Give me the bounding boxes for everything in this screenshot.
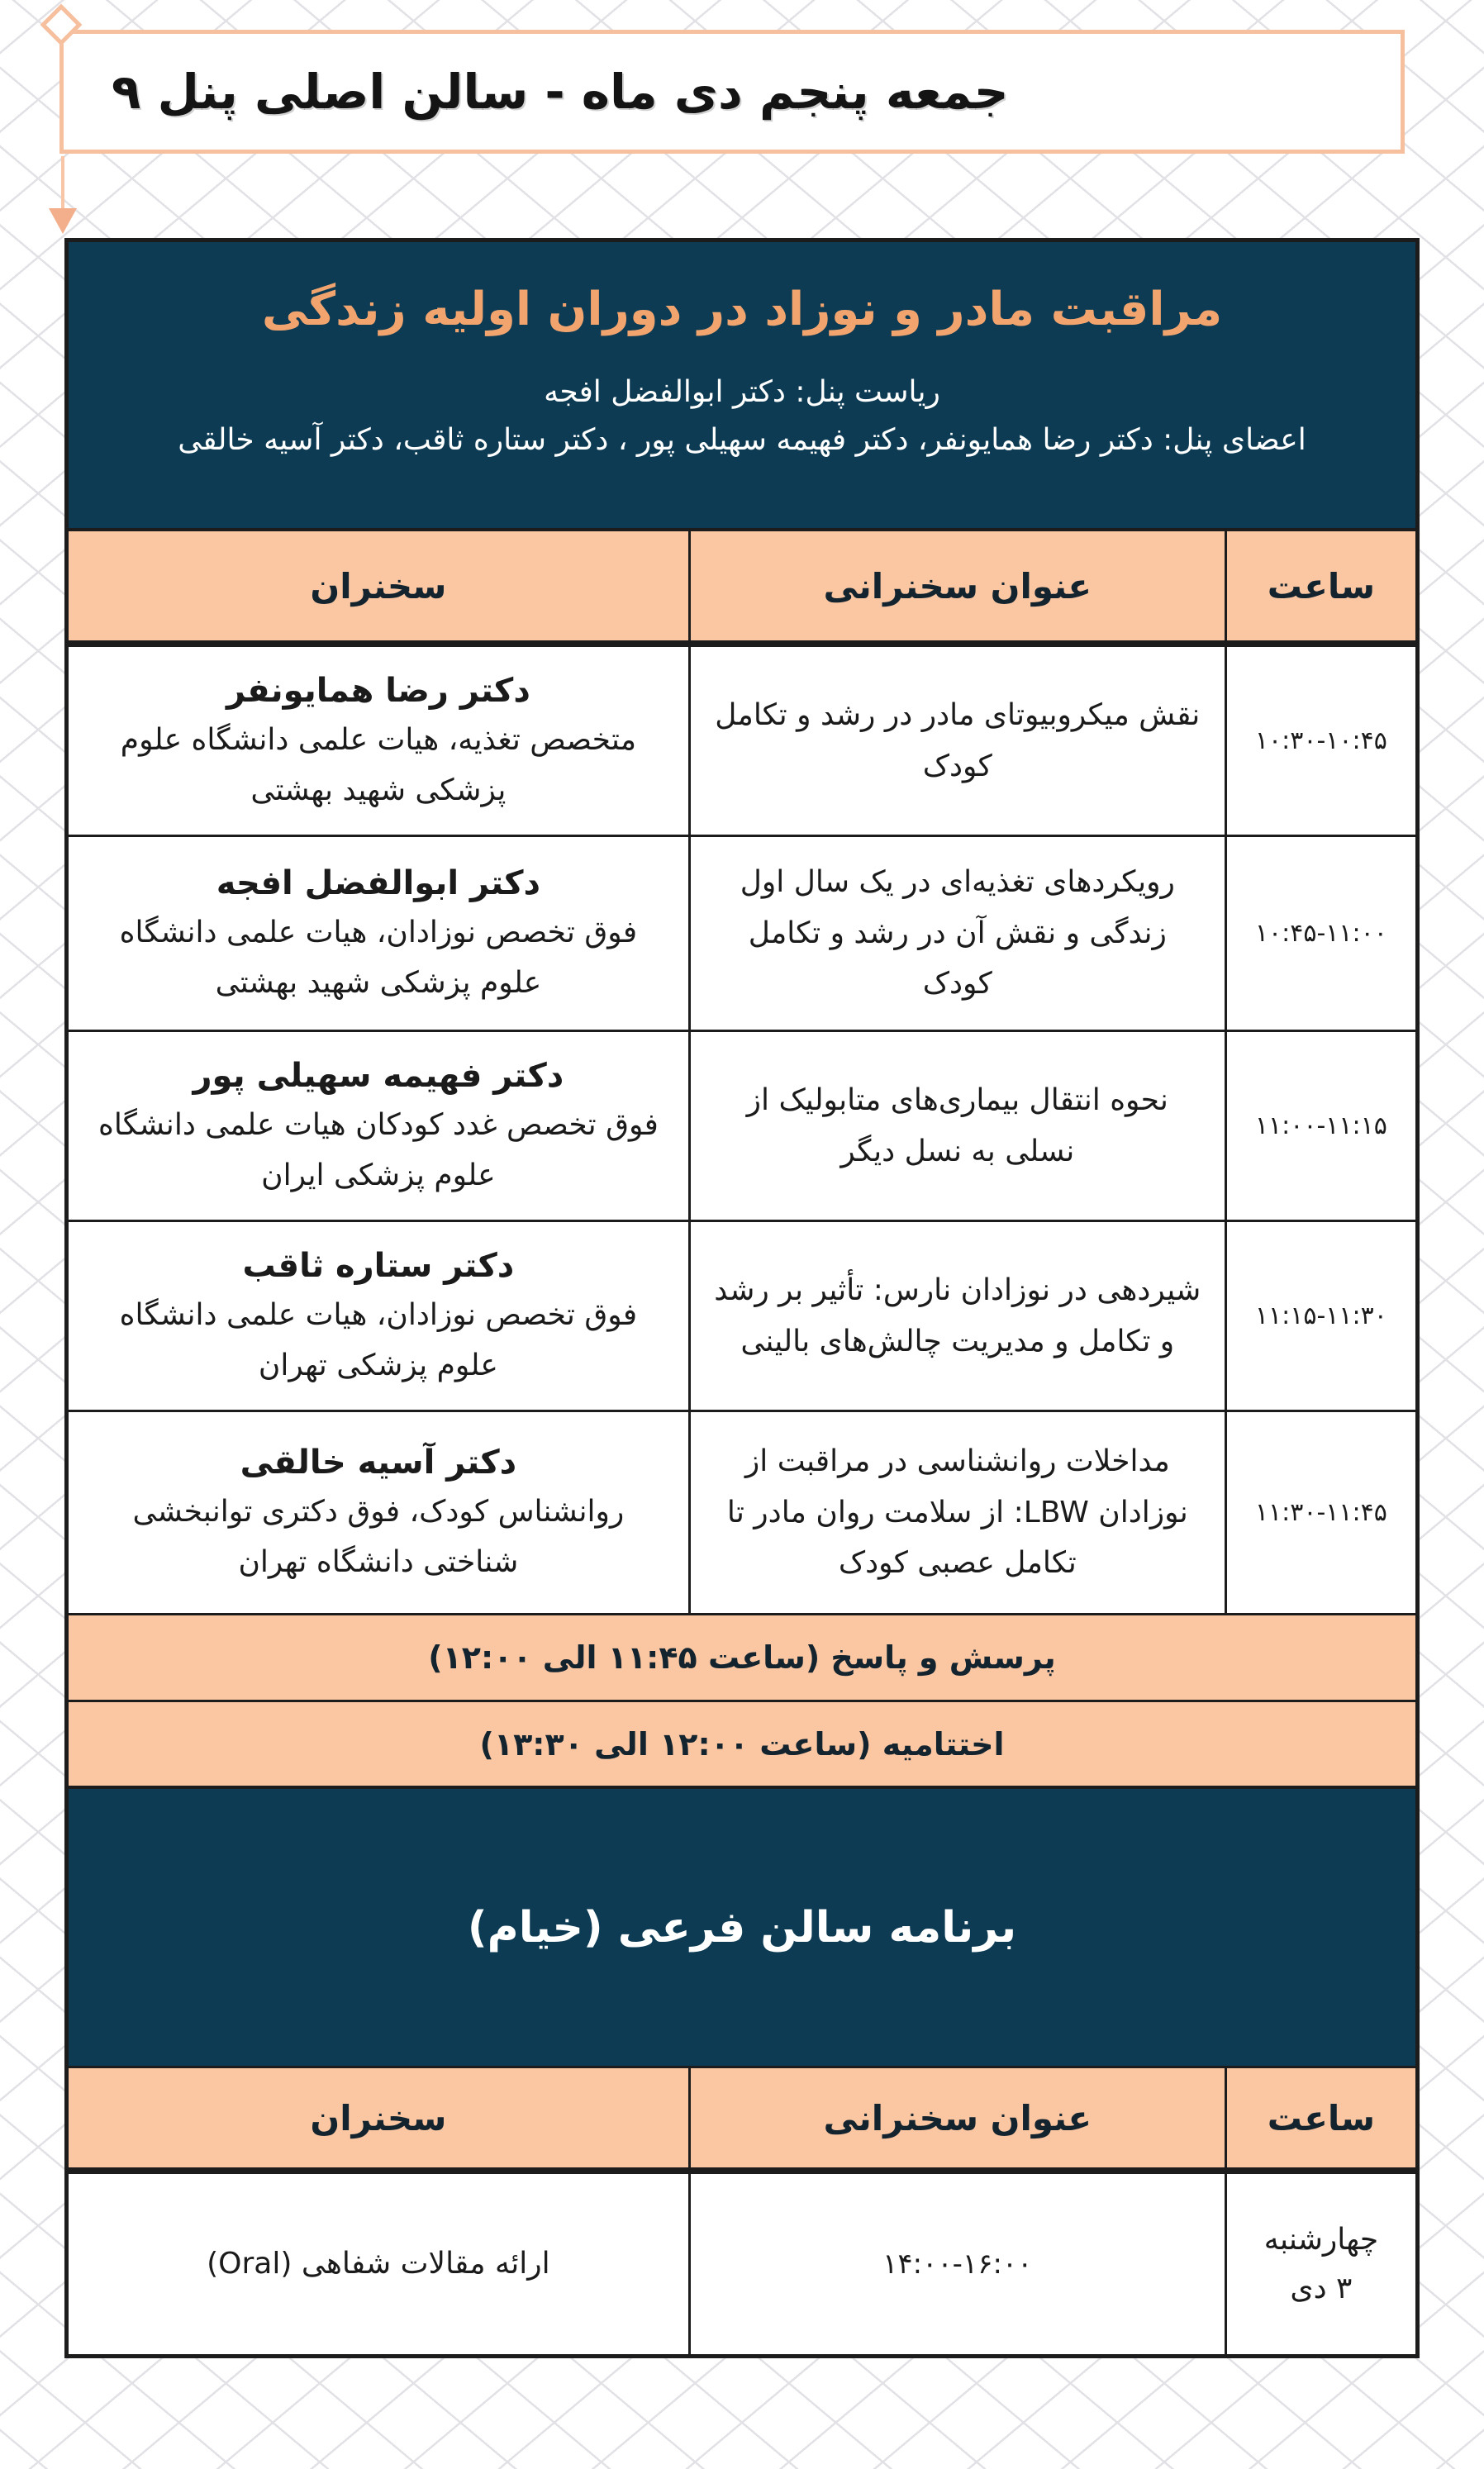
column-header-time: ساعت xyxy=(1267,2097,1376,2138)
table-row xyxy=(69,1412,1415,1615)
time-cell xyxy=(1227,1412,1415,1613)
main-table-header-row xyxy=(69,531,1415,647)
time-range: ۱۱:۰۰-۱۱:۱۵ xyxy=(1254,1111,1387,1140)
column-header-talk-title: عنوان سخنرانی xyxy=(688,2068,1227,2167)
talk-title-cell xyxy=(688,1032,1227,1220)
speaker-cell xyxy=(69,1412,688,1613)
speaker-name: دکتر ابوالفضل افجه xyxy=(216,864,541,903)
time-range: ۱۱:۳۰-۱۱:۴۵ xyxy=(1254,1498,1387,1527)
speaker-name: دکتر ستاره ثاقب xyxy=(242,1247,515,1286)
date-tab xyxy=(59,30,1405,154)
qa-row: پرسش و پاسخ (ساعت ۱۱:۴۵ الی ۱۲:۰۰) xyxy=(69,1615,1415,1702)
speaker-affiliation: متخصص تغذیه، هیات علمی دانشگاه علوم پزشکی شهید بهشتی xyxy=(120,723,637,807)
panel-chair: ریاست پنل: دکتر ابوالفضل افجه xyxy=(544,374,940,409)
speaker-cell xyxy=(69,837,688,1030)
speaker-name: دکتر فهیمه سهیلی پور xyxy=(193,1057,564,1096)
connector-line xyxy=(61,156,64,209)
time-range: ۱۰:۴۵-۱۱:۰۰ xyxy=(1254,919,1387,948)
speaker-affiliation: فوق تخصص نوزادان، هیات علمی دانشگاه علوم پزشکی شهید بهشتی xyxy=(119,916,638,1000)
column-header-talk-title: عنوان سخنرانی xyxy=(688,531,1227,640)
talk-title-cell xyxy=(688,2174,1227,2354)
down-arrow-icon xyxy=(49,208,77,234)
talk-title-cell xyxy=(688,1412,1227,1613)
date-tab-label: جمعه پنجم دی ماه - سالن اصلی پنل ۹ xyxy=(112,64,1009,120)
speaker-affiliation: روانشناس کودک، فوق دکتری توانبخشی شناختی دانشگاه تهران xyxy=(132,1495,625,1579)
speaker-name: دکتر آسیه خالقی xyxy=(240,1444,517,1482)
time-cell xyxy=(1227,647,1415,835)
time-cell xyxy=(1227,837,1415,1030)
time-range: ۱۴:۰۰-۱۶:۰۰ xyxy=(882,2247,1033,2281)
panel-header-block xyxy=(69,242,1415,531)
time-cell xyxy=(1227,2174,1415,2354)
talk-title: شیردهی در نوزادان نارس: تأثیر بر رشد و تکامل و مدیریت چالش‌های بالینی xyxy=(714,1273,1201,1358)
panel-members: اعضای پنل: دکتر رضا همایونفر، دکتر فهیمه سهیلی پور ، دکتر ستاره ثاقب، دکتر آسیه خالقی xyxy=(178,423,1306,458)
time-cell xyxy=(1227,1222,1415,1410)
talk-title-cell xyxy=(688,1222,1227,1410)
speaker-cell xyxy=(69,1032,688,1220)
speaker-affiliation: فوق تخصص غدد کودکان هیات علمی دانشگاه علوم پزشکی ایران xyxy=(98,1108,659,1192)
table-row xyxy=(69,2174,1415,2354)
oral-presentations-label: ارائه مقالات شفاهی (Oral) xyxy=(207,2247,550,2281)
talk-title: نحوه انتقال بیماری‌های متابولیک از نسلی به نسل دیگر xyxy=(746,1082,1168,1168)
table-row xyxy=(69,1222,1415,1412)
talk-title-cell xyxy=(688,647,1227,835)
speaker-cell xyxy=(69,2174,688,2354)
talk-title: رویکردهای تغذیه‌ای در یک سال اول زندگی و نقش آن در رشد و تکامل کودک xyxy=(740,864,1175,1001)
column-header-speaker: سخنران xyxy=(310,565,447,607)
table-row xyxy=(69,1032,1415,1222)
secondary-hall-block xyxy=(69,1789,1415,2068)
talk-title-cell xyxy=(688,837,1227,1030)
program-sheet xyxy=(64,238,1420,2358)
column-header-time: ساعت xyxy=(1267,565,1376,607)
secondary-table-header-row xyxy=(69,2068,1415,2174)
time-range: ۱۰:۳۰-۱۰:۴۵ xyxy=(1254,726,1387,755)
speaker-name: دکتر رضا همایونفر xyxy=(226,672,530,711)
column-header-speaker: سخنران xyxy=(310,2097,447,2138)
panel-title: مراقبت مادر و نوزاد در دوران اولیه زندگی xyxy=(261,283,1223,336)
time-cell xyxy=(1227,1032,1415,1220)
date-label: ۳ دی xyxy=(1290,2272,1353,2305)
weekday-label: چهارشنبه xyxy=(1263,2222,1379,2257)
speaker-cell xyxy=(69,1222,688,1410)
secondary-hall-title: برنامه سالن فرعی (خیام) xyxy=(467,1902,1017,1953)
speaker-cell xyxy=(69,647,688,835)
talk-title: مداخلات روانشناسی در مراقبت از نوزادان LBW: از سلامت روان مادر تا تکامل عصبی کودک xyxy=(726,1444,1188,1581)
table-row xyxy=(69,837,1415,1032)
table-row xyxy=(69,647,1415,837)
closing-row: اختتامیه (ساعت ۱۲:۰۰ الی ۱۳:۳۰) xyxy=(69,1702,1415,1789)
talk-title: نقش میکروبیوتای مادر در رشد و تکامل کودک xyxy=(715,697,1201,783)
time-range: ۱۱:۱۵-۱۱:۳۰ xyxy=(1254,1301,1387,1330)
speaker-affiliation: فوق تخصص نوزادان، هیات علمی دانشگاه علوم پزشکی تهران xyxy=(119,1298,638,1382)
